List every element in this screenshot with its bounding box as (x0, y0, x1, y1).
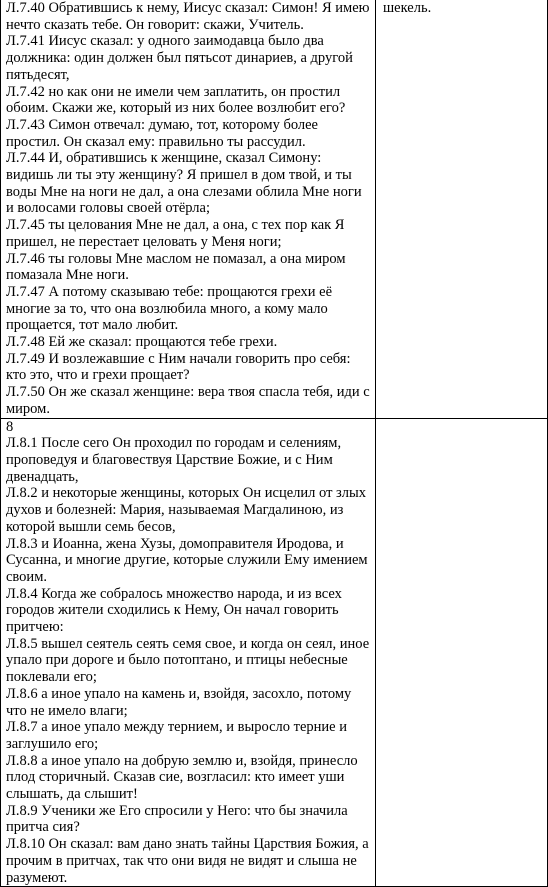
table-row (1, 418, 548, 887)
verse-line: Л.8.8 а иное упало на добрую землю и, взойдя, принесло плод сторичный. Сказав сие, возгласил: кто имеет уши слышать, да слышит! (6, 752, 358, 803)
verse-cell (1, 0, 376, 418)
verse-line: Л.7.48 Ей же сказал: прощаются тебе грехи. (6, 334, 278, 351)
verse-line: Л.8.3 и Иоанна, жена Хузы, домоправителя Иродова, и Сусанна, и многие другие, которые служили Ему имением своим. (6, 535, 368, 585)
verse-line: Л.8.4 Когда же собралось множество народа, и из всех городов жители сходились к Нему, Он начал говорить притчею: (6, 585, 342, 636)
verse-line: Л.8.6 а иное упало на камень и, взойдя, засохло, потому что не имело влаги; (6, 685, 352, 719)
verse-line: Л.8.1 После сего Он проходил по городам и селениям, проповедуя и благовествуя Царствие Божие, и с Ним двенадцать, (6, 435, 342, 485)
table-row (1, 0, 548, 418)
verse-line: Л.7.45 ты целования Мне не дал, а она, с тех пор как Я пришел, не перестает целовать у Меня ноги; (6, 217, 345, 250)
verse-line: Л.7.46 ты головы Мне маслом не помазал, а она миром помазала Мне ноги. (6, 250, 346, 284)
verse-line: Л.8.7 а иное упало между тернием, и выросло терние и заглушило его; (6, 719, 347, 752)
verse-line: Л.8.2 и некоторые женщины, которых Он исцелил от злых духов и болезней: Мария, называемая Магдалиною, из которой вышли семь бесов, (6, 485, 367, 535)
verse-line: Л.7.49 И возлежавшие с Ним начали говорить про себя: кто это, что и грехи прощает? (6, 350, 351, 384)
verse-line: Л.7.44 И, обратившись к женщине, сказал Симону: видишь ли ты эту женщину? Я пришел в дом твой, и ты воды Мне на ноги не дал, а она слезами облила Мне ноги и волосами головы своей отёрла; (6, 150, 362, 217)
note-text: шекель. (383, 0, 432, 16)
verse-line: Л.7.43 Симон отвечал: думаю, тот, которому более простил. Он сказал ему: правильно ты рассудил. (6, 116, 318, 150)
verse-line: Л.7.40 Обратившись к нему, Иисус сказал: Симон! Я имею нечто сказать тебе. Он говорит: скажи, Учитель. (6, 0, 370, 33)
chapter-number: 8 (6, 418, 14, 435)
verse-line: Л.7.50 Он же сказал женщине: вера твоя спасла тебя, иди с миром. (6, 384, 370, 417)
note-cell (376, 0, 548, 418)
verse-line: Л.8.9 Ученики же Его спросили у Него: что бы значила притча сия? (6, 802, 348, 836)
verse-line: Л.8.10 Он сказал: вам дано знать тайны Царствия Божия, а прочим в притчах, так что они видя не видят и слыша не разумеют. (6, 836, 369, 886)
verse-line: Л.8.5 вышел сеятель сеять семя свое, и когда он сеял, иное упало при дороге и было потоптано, и птицы небесные поклевали его; (6, 635, 370, 686)
verse-line: Л.7.41 Иисус сказал: у одного заимодавца было два должника: один должен был пятьсот динариев, а другой пятьдесят, (6, 33, 353, 83)
note-cell (376, 418, 548, 887)
verse-cell (1, 418, 376, 887)
verse-line: Л.7.47 А потому сказываю тебе: прощаются грехи её многие за то, что она возлюбила много, а кому мало прощается, тот мало любит. (6, 283, 333, 334)
verse-line: Л.7.42 но как они не имели чем заплатить, он простил обоим. Скажи же, который из них более возлюбит его? (6, 83, 346, 117)
